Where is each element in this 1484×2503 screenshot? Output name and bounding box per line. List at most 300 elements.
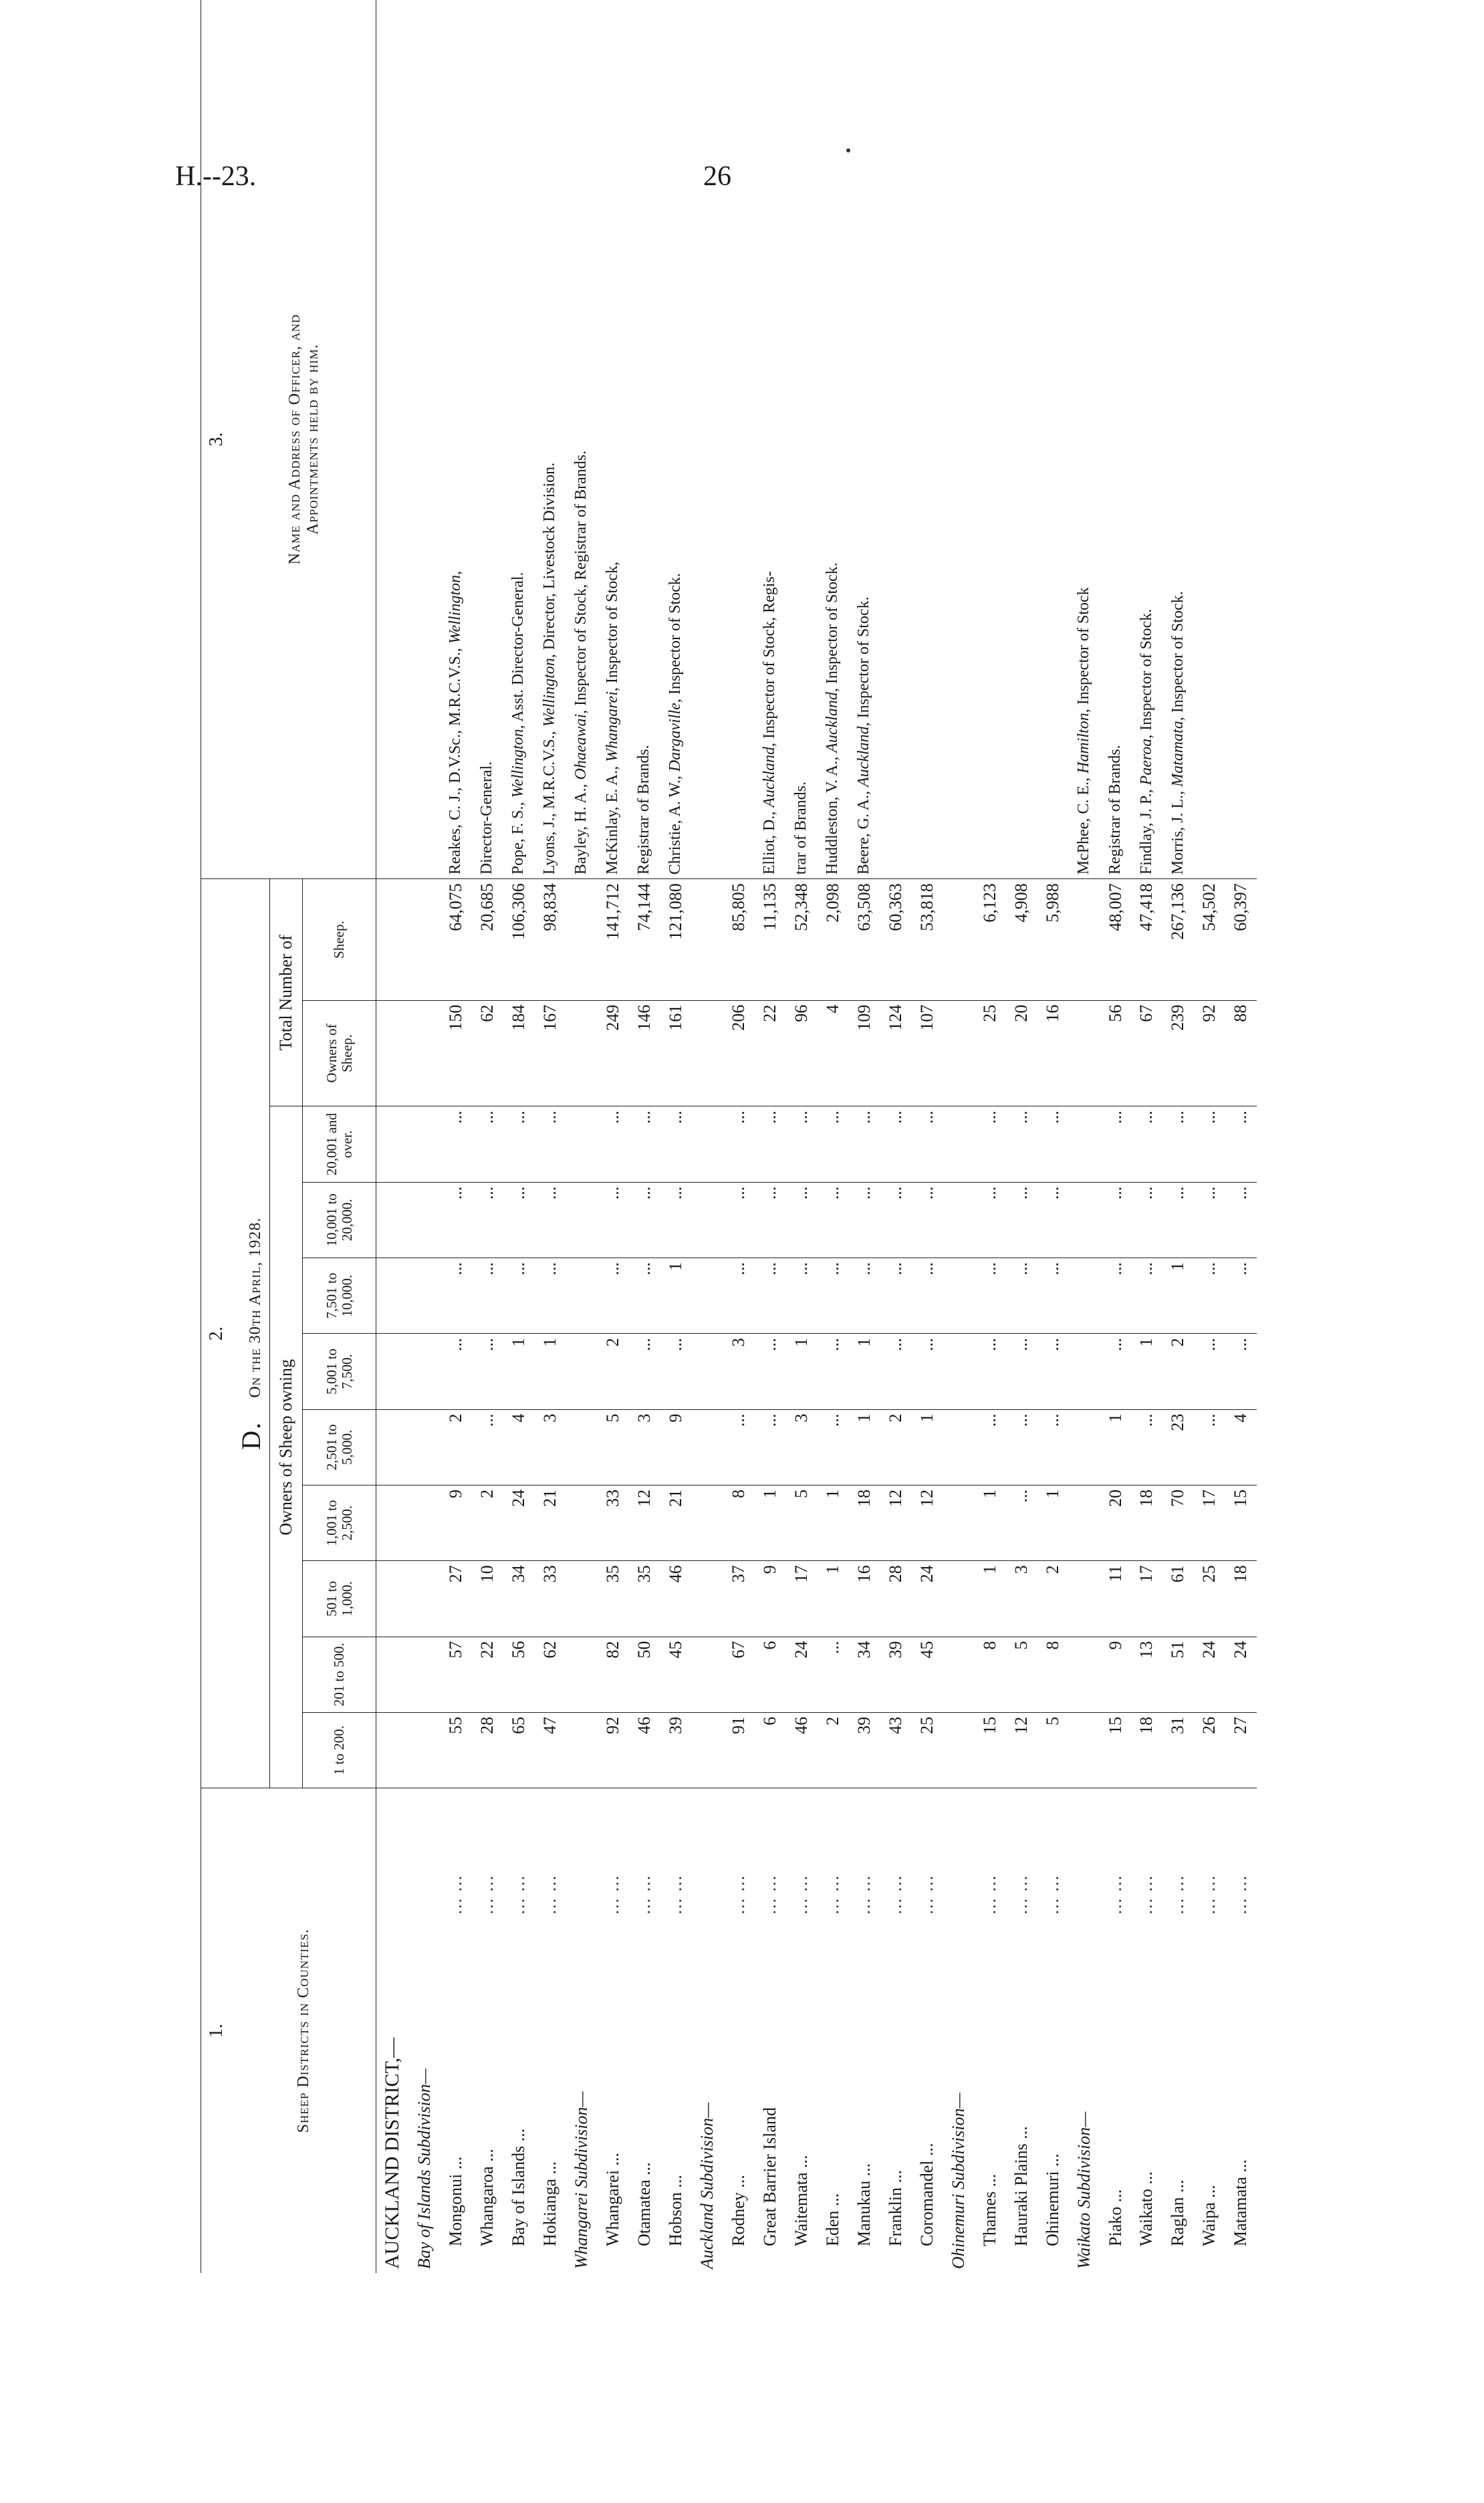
officer-cell: Registrar of Brands. — [628, 0, 660, 879]
owner-count-cell: 8 — [974, 1637, 1005, 1712]
dots-cell — [691, 1334, 723, 1409]
owner-count-cell: 24 — [503, 1485, 535, 1560]
owner-count-cell: ... — [598, 1182, 629, 1258]
subdivision-name: Waikato Subdivision— — [1074, 2111, 1094, 2269]
total-sheep-cell: 2,098 — [817, 879, 848, 1000]
owner-count-cell: ... — [974, 1334, 1005, 1409]
owner-count-cell: 1 — [848, 1409, 880, 1485]
owner-count-cell: 70 — [1162, 1485, 1194, 1560]
owner-count-cell: ... — [974, 1182, 1005, 1258]
owner-count-cell: ... — [1100, 1258, 1131, 1334]
owner-count-cell: 25 — [1194, 1561, 1225, 1637]
total-sheep-cell: 48,007 — [1100, 879, 1131, 1000]
dots-cell — [409, 1000, 441, 1106]
owner-count-cell: ... — [1162, 1106, 1194, 1182]
dots-cell — [943, 1409, 974, 1485]
dots-cell — [691, 1485, 723, 1560]
owner-count-cell: 9 — [660, 1409, 691, 1485]
owner-count-cell: ... — [1005, 1485, 1037, 1560]
owner-count-cell: 12 — [1005, 1712, 1037, 1788]
owner-count-cell: 6 — [754, 1712, 785, 1788]
owner-count-cell: 5 — [1005, 1637, 1037, 1712]
officer-cell — [911, 0, 943, 879]
county-name: Thames ... — [979, 2173, 999, 2246]
owner-count-cell: ... — [817, 1106, 848, 1182]
dots-cell — [566, 1409, 598, 1485]
total-sheep-cell: 54,502 — [1194, 879, 1225, 1000]
owner-count-cell: 62 — [535, 1637, 566, 1712]
owner-count-cell: ... — [723, 1106, 754, 1182]
owner-count-cell: 8 — [723, 1485, 754, 1560]
owner-count-cell: 2 — [441, 1409, 472, 1485]
dots-cell — [409, 1258, 441, 1334]
owner-count-cell: ... — [1005, 1182, 1037, 1258]
owner-count-cell: ... — [1225, 1182, 1257, 1258]
owner-count-cell: ... — [911, 1106, 943, 1182]
date-heading: On the 30th April, 1928. — [246, 1217, 264, 1398]
total-sheep-cell: 63,508 — [848, 879, 880, 1000]
rotated-table-container — [201, 0, 1257, 2273]
owner-count-cell: 18 — [1131, 1485, 1162, 1560]
table-row — [628, 0, 660, 2273]
county-name: Bay of Islands ... — [509, 2128, 529, 2246]
total-sheep-cell: 20,685 — [472, 879, 503, 1000]
leader-dots: ... ... — [1231, 1874, 1251, 1915]
total-owners-cell: 150 — [441, 1000, 472, 1106]
owner-count-cell: ... — [785, 1106, 817, 1182]
owner-count-cell: 92 — [598, 1712, 629, 1788]
county-name: Hauraki Plains ... — [1011, 2126, 1031, 2246]
officer-cell: Christie, A. W., Dargaville, Inspector of Stock. — [660, 0, 691, 879]
owner-count-cell: 3 — [785, 1409, 817, 1485]
empty-cell — [376, 1182, 409, 1258]
owner-count-cell: ... — [1100, 1106, 1131, 1182]
owner-count-cell: 34 — [503, 1561, 535, 1637]
owner-count-cell: 67 — [723, 1637, 754, 1712]
owner-count-cell: 3 — [1005, 1561, 1037, 1637]
owner-count-cell: ... — [880, 1182, 911, 1258]
place-name: Wellington — [447, 574, 465, 644]
size-class-header: 7,501 to 10,000. — [303, 1258, 376, 1334]
owner-count-cell: 34 — [848, 1637, 880, 1712]
officer-cell: Huddleston, V. A., Auckland, Inspector of Stock. — [817, 0, 848, 879]
table-row — [1194, 0, 1225, 2273]
subdivision-name: Whangarei Subdivision— — [572, 2091, 592, 2269]
dots-cell — [691, 879, 723, 1000]
owner-count-cell: 17 — [785, 1561, 817, 1637]
total-owners-cell: 206 — [723, 1000, 754, 1106]
owner-count-cell: 3 — [628, 1409, 660, 1485]
table-row — [1005, 0, 1037, 2273]
table-row — [723, 0, 754, 2273]
empty-cell — [376, 1485, 409, 1560]
owner-count-cell: ... — [817, 1409, 848, 1485]
size-class-header: 20,001 and over. — [303, 1106, 376, 1182]
leader-dots: ... ... — [1042, 1874, 1062, 1915]
subdivision-name: Auckland Subdivision— — [697, 2102, 717, 2269]
place-name: Wellington — [509, 729, 527, 798]
owner-count-cell: ... — [974, 1106, 1005, 1182]
dots-cell — [409, 1561, 441, 1637]
county-name: Waitemata ... — [791, 2155, 811, 2246]
owner-count-cell: ... — [441, 1106, 472, 1182]
dots-cell — [566, 1485, 598, 1560]
dots-cell — [943, 1182, 974, 1258]
owner-count-cell: ... — [472, 1106, 503, 1182]
owner-count-cell: 24 — [1194, 1637, 1225, 1712]
owner-count-cell: 24 — [911, 1561, 943, 1637]
owner-count-cell: ... — [754, 1334, 785, 1409]
subdivision-name: Bay of Islands Subdivision— — [414, 2068, 435, 2269]
dots-cell — [409, 1106, 441, 1182]
dots-cell — [691, 1182, 723, 1258]
owner-count-cell: 8 — [1037, 1637, 1068, 1712]
place-name: Ohaeawai — [572, 713, 590, 780]
owners-heading: Owners of Sheep owning — [270, 1106, 303, 1788]
county-name: Mongonui ... — [446, 2156, 466, 2246]
dots-cell — [409, 1485, 441, 1560]
owner-count-cell: 2 — [1037, 1561, 1068, 1637]
total-sheep-cell: 4,908 — [1005, 879, 1037, 1000]
owner-count-cell: 2 — [472, 1485, 503, 1560]
owner-count-cell: 21 — [660, 1485, 691, 1560]
owner-count-cell: ... — [535, 1182, 566, 1258]
size-class-header: 1,001 to 2,500. — [303, 1485, 376, 1560]
owner-count-cell: 13 — [1131, 1637, 1162, 1712]
owner-count-cell: 1 — [1037, 1485, 1068, 1560]
total-owners-cell: 4 — [817, 1000, 848, 1106]
owner-count-cell: 28 — [472, 1712, 503, 1788]
owner-count-cell: 45 — [660, 1637, 691, 1712]
owner-count-cell: ... — [754, 1258, 785, 1334]
owner-count-cell: 3 — [723, 1334, 754, 1409]
officer-cell: Lyons, J., M.R.C.V.S., Wellington, Director, Livestock Division. — [535, 0, 566, 879]
owner-count-cell: 47 — [535, 1712, 566, 1788]
officer-cell: Director-General. — [472, 0, 503, 879]
owner-count-cell: ... — [1131, 1409, 1162, 1485]
owner-count-cell: 20 — [1100, 1485, 1131, 1560]
total-sheep-cell: 64,075 — [441, 879, 472, 1000]
owner-count-cell: ... — [1037, 1409, 1068, 1485]
dots-cell — [409, 1409, 441, 1485]
owner-count-cell: 6 — [754, 1637, 785, 1712]
owner-count-cell: 46 — [660, 1561, 691, 1637]
empty-cell — [376, 1712, 409, 1788]
owner-count-cell: ... — [660, 1182, 691, 1258]
dots-cell — [566, 1561, 598, 1637]
owner-count-cell: 39 — [880, 1637, 911, 1712]
owner-count-cell: 21 — [535, 1485, 566, 1560]
place-name: Dargaville — [666, 703, 685, 772]
owner-count-cell: ... — [1100, 1334, 1131, 1409]
owner-count-cell: ... — [911, 1334, 943, 1409]
owner-count-cell: 1 — [660, 1258, 691, 1334]
leader-dots: ... ... — [477, 1874, 497, 1915]
county-name: Franklin ... — [885, 2169, 905, 2246]
owner-count-cell: ... — [911, 1258, 943, 1334]
leader-dots: ... ... — [1011, 1874, 1031, 1915]
dots-cell — [566, 1334, 598, 1409]
county-name: Matamata ... — [1231, 2159, 1251, 2246]
table-row — [472, 0, 503, 2273]
col3-heading-2: Appointments held by him. — [303, 344, 322, 535]
owner-count-cell: 61 — [1162, 1561, 1194, 1637]
dots-cell — [1068, 1106, 1100, 1182]
total-sheep-cell: 85,805 — [723, 879, 754, 1000]
owner-count-cell: 25 — [911, 1712, 943, 1788]
colnum-3: 3. — [206, 432, 227, 447]
owner-count-cell: 2 — [598, 1334, 629, 1409]
total-owners-cell: 161 — [660, 1000, 691, 1106]
place-name: Whangarei — [604, 691, 622, 762]
owner-count-cell: 33 — [598, 1485, 629, 1560]
county-name: Raglan ... — [1168, 2179, 1188, 2246]
owner-count-cell: ... — [1225, 1106, 1257, 1182]
total-sheep-cell: 52,348 — [785, 879, 817, 1000]
table-row — [754, 0, 785, 2273]
dots-cell — [943, 1712, 974, 1788]
owner-count-cell: ... — [535, 1106, 566, 1182]
size-class-header: 2,501 to 5,000. — [303, 1409, 376, 1485]
owner-count-cell: 55 — [441, 1712, 472, 1788]
size-class-header: 10,001 to 20,000. — [303, 1182, 376, 1258]
owner-count-cell: ... — [1194, 1258, 1225, 1334]
table-row — [441, 0, 472, 2273]
subdivision-row — [1068, 0, 1100, 2273]
owner-count-cell: ... — [503, 1106, 535, 1182]
owner-count-cell: 18 — [1131, 1712, 1162, 1788]
owner-count-cell: 46 — [628, 1712, 660, 1788]
owner-count-cell: 65 — [503, 1712, 535, 1788]
officer-cell: Registrar of Brands. — [1100, 0, 1131, 879]
owner-count-cell: 91 — [723, 1712, 754, 1788]
col1-heading: Sheep Districts in Counties. — [295, 1928, 312, 2133]
county-name: Eden ... — [822, 2193, 842, 2246]
owner-count-cell: 43 — [880, 1712, 911, 1788]
total-owners-cell: 16 — [1037, 1000, 1068, 1106]
dots-cell — [691, 1712, 723, 1788]
leader-dots: ... ... — [916, 1874, 937, 1915]
owner-count-cell: 24 — [785, 1637, 817, 1712]
table-row — [1162, 0, 1194, 2273]
owner-count-cell: ... — [628, 1334, 660, 1409]
place-name: Wellington — [541, 658, 559, 727]
owner-count-cell: ... — [785, 1182, 817, 1258]
owner-count-cell: ... — [1131, 1258, 1162, 1334]
owner-count-cell: ... — [503, 1182, 535, 1258]
owner-count-cell: 9 — [441, 1485, 472, 1560]
officer-cell: McKinlay, E. A., Whangarei, Inspector of Stock, — [598, 0, 629, 879]
owner-count-cell: ... — [723, 1182, 754, 1258]
owner-count-cell: 1 — [817, 1485, 848, 1560]
col3-heading-1: Name and Address of Officer, and — [285, 314, 303, 565]
owner-count-cell: 5 — [1037, 1712, 1068, 1788]
owner-count-cell: 18 — [1225, 1561, 1257, 1637]
owner-count-cell: ... — [1194, 1334, 1225, 1409]
county-name: Ohinemuri ... — [1042, 2153, 1062, 2246]
dots-cell — [409, 879, 441, 1000]
total-heading: Total Number of — [270, 879, 303, 1106]
owner-count-cell: 37 — [723, 1561, 754, 1637]
total-owners-cell: 62 — [472, 1000, 503, 1106]
owner-count-cell: 1 — [974, 1561, 1005, 1637]
total-owners-cell: 20 — [1005, 1000, 1037, 1106]
county-name: Hobson ... — [665, 2175, 685, 2246]
owner-count-cell: ... — [628, 1182, 660, 1258]
place-name: Paeroa — [1137, 738, 1155, 786]
county-name: Manukau ... — [854, 2163, 874, 2246]
owner-count-cell: ... — [1037, 1182, 1068, 1258]
county-name: Otamatea ... — [634, 2162, 654, 2246]
officer-cell — [723, 0, 754, 879]
owner-count-cell: 5 — [598, 1409, 629, 1485]
leader-dots: ... ... — [509, 1874, 529, 1915]
dots-cell — [943, 1561, 974, 1637]
total-sheep-cell: 74,144 — [628, 879, 660, 1000]
total-sheep-cell: 11,135 — [754, 879, 785, 1000]
owner-count-cell: 17 — [1131, 1561, 1162, 1637]
officer-cell: Reakes, C. J., D.V.Sc., M.R.C.V.S., Wellington, — [441, 0, 472, 879]
place-name: Auckland — [823, 692, 841, 753]
leader-dots: ... ... — [603, 1874, 622, 1915]
dots-cell — [1068, 1712, 1100, 1788]
leader-dots: ... ... — [1199, 1874, 1219, 1915]
owner-count-cell: 17 — [1194, 1485, 1225, 1560]
owner-count-cell: 4 — [503, 1409, 535, 1485]
owner-count-cell: ... — [848, 1258, 880, 1334]
colnum-2: 2. — [206, 1326, 227, 1341]
total-sheep-cell: 106,306 — [503, 879, 535, 1000]
dots-cell — [943, 1000, 974, 1106]
total-header: Owners of Sheep. — [303, 1000, 376, 1106]
owner-count-cell: ... — [660, 1106, 691, 1182]
owner-count-cell: 45 — [911, 1637, 943, 1712]
section-letter: D. — [235, 1421, 266, 1450]
owner-count-cell: ... — [1005, 1258, 1037, 1334]
dots-cell — [566, 879, 598, 1000]
owner-count-cell: ... — [1194, 1409, 1225, 1485]
owner-count-cell: 28 — [880, 1561, 911, 1637]
owner-count-cell: ... — [441, 1182, 472, 1258]
leader-dots: ... ... — [446, 1874, 466, 1915]
owner-count-cell: ... — [880, 1258, 911, 1334]
owner-count-cell: 1 — [535, 1334, 566, 1409]
total-owners-cell: 92 — [1194, 1000, 1225, 1106]
county-name: Hokianga ... — [540, 2161, 560, 2246]
owner-count-cell: ... — [660, 1334, 691, 1409]
owner-count-cell: ... — [754, 1182, 785, 1258]
leader-dots: ... ... — [1168, 1874, 1188, 1915]
dots-cell — [691, 1637, 723, 1712]
owner-count-cell: ... — [1005, 1409, 1037, 1485]
owner-count-cell: 12 — [628, 1485, 660, 1560]
officer-cell: Elliot, D., Auckland, Inspector of Stock, Regis- — [754, 0, 785, 879]
owner-count-cell: ... — [848, 1106, 880, 1182]
officer-cell — [1037, 0, 1068, 879]
leader-dots: ... ... — [822, 1874, 842, 1915]
owner-count-cell: 9 — [1100, 1637, 1131, 1712]
total-owners-cell: 184 — [503, 1000, 535, 1106]
owner-count-cell: ... — [1225, 1258, 1257, 1334]
place-name: Matamata — [1168, 721, 1187, 787]
total-owners-cell: 109 — [848, 1000, 880, 1106]
owner-count-cell: 2 — [817, 1712, 848, 1788]
total-sheep-cell: 60,397 — [1225, 879, 1257, 1000]
subdivision-row — [566, 0, 598, 2273]
owner-count-cell: 82 — [598, 1637, 629, 1712]
empty-cell — [376, 1637, 409, 1712]
owner-count-cell: ... — [472, 1182, 503, 1258]
owner-count-cell: ... — [598, 1258, 629, 1334]
county-name: Great Barrier Island — [759, 2107, 779, 2246]
subdivision-row — [409, 0, 441, 2273]
dots-cell — [1068, 1182, 1100, 1258]
subdivision-row — [691, 0, 723, 2273]
officer-cell — [1005, 0, 1037, 879]
leader-dots: ... ... — [634, 1874, 654, 1915]
dots-cell — [566, 1182, 598, 1258]
total-owners-cell: 124 — [880, 1000, 911, 1106]
owner-count-cell: 35 — [628, 1561, 660, 1637]
place-name: Auckland — [854, 726, 872, 787]
owner-count-cell: ... — [817, 1182, 848, 1258]
place-name: Auckland — [761, 746, 779, 808]
dots-cell — [409, 1712, 441, 1788]
table-row — [503, 0, 535, 2273]
table-row — [880, 0, 911, 2273]
total-sheep-cell: 121,080 — [660, 879, 691, 1000]
total-owners-cell: 22 — [754, 1000, 785, 1106]
officer-cell: Morris, J. L., Matamata, Inspector of Stock. — [1162, 0, 1194, 879]
dots-cell — [691, 1561, 723, 1637]
subdivision-row — [943, 0, 974, 2273]
owner-count-cell: ... — [1037, 1258, 1068, 1334]
empty-cell — [376, 1258, 409, 1334]
total-sheep-cell: 5,988 — [1037, 879, 1068, 1000]
table-row — [785, 0, 817, 2273]
table-row — [660, 0, 691, 2273]
owner-count-cell: 1 — [785, 1334, 817, 1409]
total-sheep-cell: 267,136 — [1162, 879, 1194, 1000]
owner-count-cell: 15 — [1225, 1485, 1257, 1560]
total-sheep-cell: 60,363 — [880, 879, 911, 1000]
owner-count-cell: ... — [848, 1182, 880, 1258]
total-owners-cell: 67 — [1131, 1000, 1162, 1106]
owner-count-cell: 33 — [535, 1561, 566, 1637]
dots-cell — [566, 1637, 598, 1712]
dots-cell — [566, 1712, 598, 1788]
owner-count-cell: ... — [472, 1258, 503, 1334]
owner-count-cell: 15 — [974, 1712, 1005, 1788]
total-header: Sheep. — [303, 879, 376, 1000]
owner-count-cell: ... — [1037, 1106, 1068, 1182]
owner-count-cell: ... — [441, 1258, 472, 1334]
dots-cell — [1068, 1334, 1100, 1409]
dots-cell — [943, 1485, 974, 1560]
place-name: Hamilton — [1074, 713, 1092, 773]
subdivision-name: Ohinemuri Subdivision— — [948, 2093, 968, 2269]
dots-cell — [409, 1334, 441, 1409]
total-owners-cell: 25 — [974, 1000, 1005, 1106]
owner-count-cell: 56 — [503, 1637, 535, 1712]
owner-count-cell: ... — [1131, 1182, 1162, 1258]
officer-cell: Beere, G. A., Auckland, Inspector of Stock. — [848, 0, 880, 879]
dots-cell — [409, 1637, 441, 1712]
owner-count-cell: 27 — [1225, 1712, 1257, 1788]
owner-count-cell: 39 — [848, 1712, 880, 1788]
table-row — [598, 0, 629, 2273]
dots-cell — [1068, 1561, 1100, 1637]
